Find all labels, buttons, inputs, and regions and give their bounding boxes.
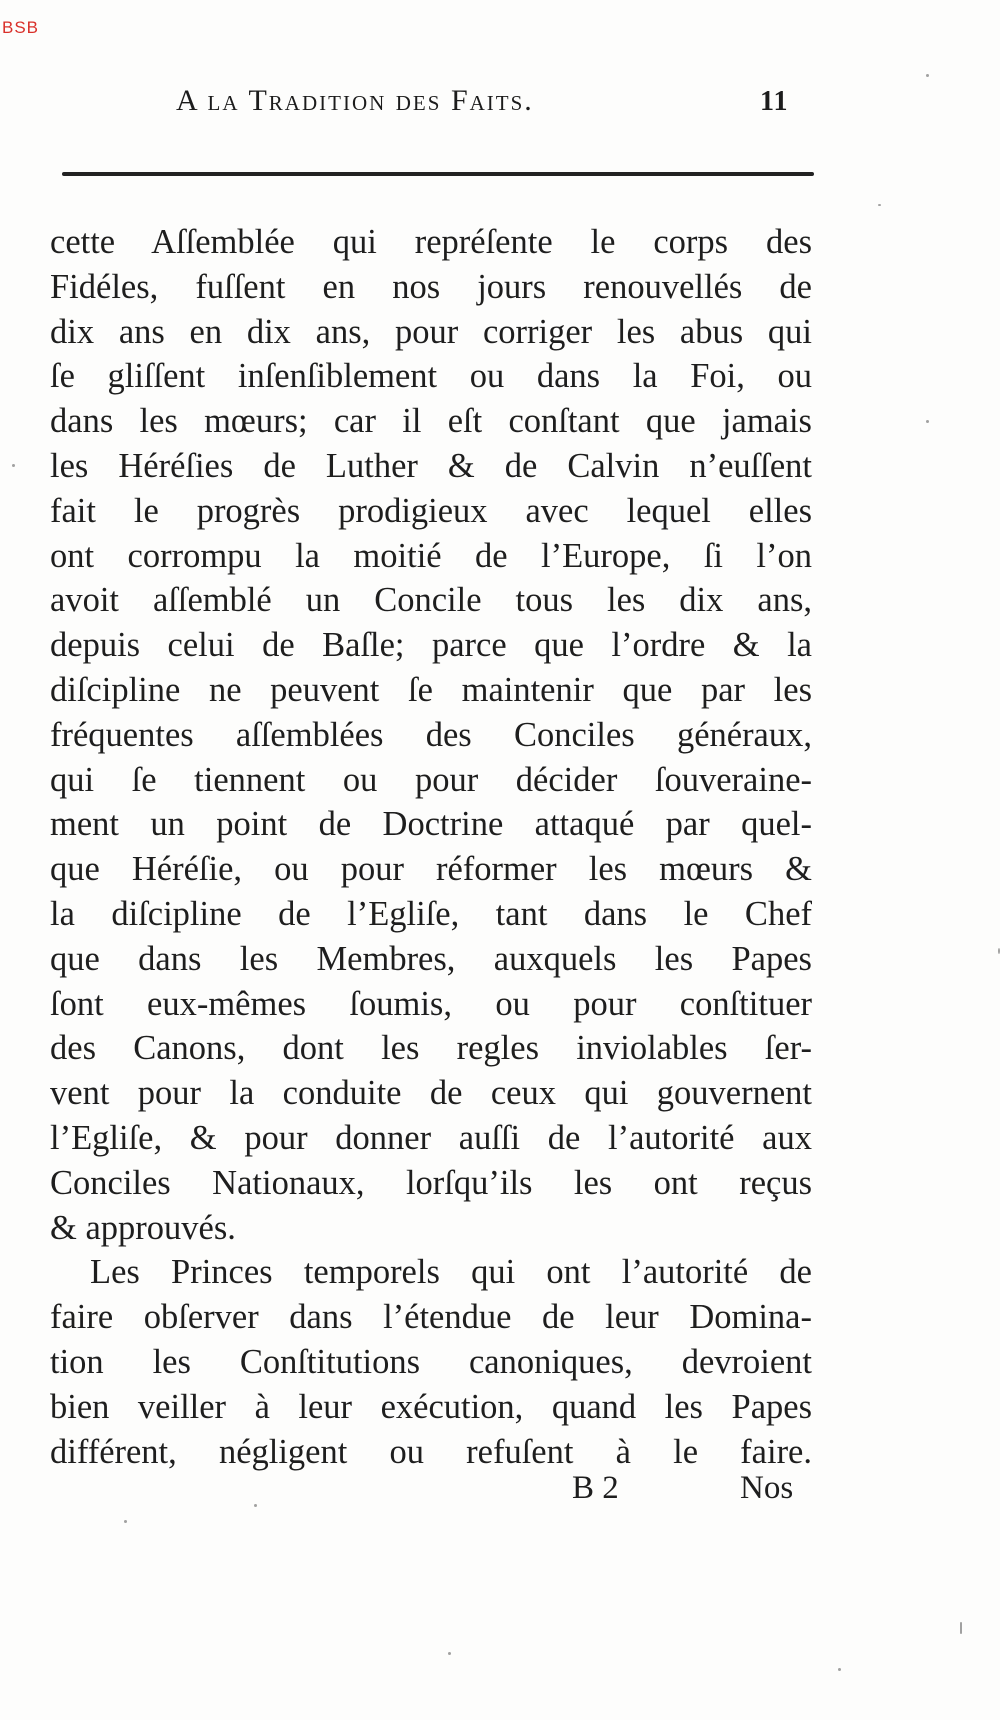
- library-watermark: BSB: [2, 18, 40, 37]
- paper-speck: [448, 1652, 451, 1655]
- text-line: ment un point de Doctrine attaqué par quel-: [50, 805, 812, 844]
- paper-speck: [926, 420, 929, 423]
- text-line: avoit aſſemblé un Concile tous les dix ans,: [50, 581, 812, 620]
- text-line: ont corrompu la moitié de l’Europe, ſi l’on: [50, 536, 812, 575]
- text-line: que Héréſie, ou pour réformer les mœurs &: [50, 850, 812, 889]
- paper-speck: [926, 74, 929, 77]
- text-line: la diſcipline de l’Egliſe, tant dans le Chef: [50, 894, 812, 933]
- header-rule: [62, 172, 814, 176]
- text-line: & approuvés.: [50, 1208, 236, 1247]
- paper-speck: [12, 464, 15, 467]
- running-title: A la Tradition des Faits.: [176, 84, 534, 117]
- text-line: bien veiller à leur exécution, quand les Papes: [50, 1387, 812, 1426]
- body-text: [50, 220, 812, 1474]
- text-line: les Héréſies de Luther & de Calvin n’euſſent: [50, 446, 812, 485]
- text-line: dix ans en dix ans, pour corriger les abus qui: [50, 312, 812, 351]
- text-line: vent pour la conduite de ceux qui gouvernent: [50, 1074, 812, 1113]
- text-line: depuis celui de Baſle; parce que l’ordre & la: [50, 626, 812, 665]
- text-line: l’Egliſe, & pour donner auſſi de l’autorité aux: [50, 1118, 812, 1157]
- text-line: des Canons, dont les regles inviolables ſer-: [50, 1029, 812, 1068]
- text-line: ſont eux-mêmes ſoumis, ou pour conſtituer: [50, 984, 812, 1023]
- paper-speck: [960, 1622, 962, 1634]
- paper-speck: [878, 204, 881, 206]
- text-line: Les Princes temporels qui ont l’autorité de: [90, 1253, 812, 1292]
- paper-speck: [124, 1520, 127, 1523]
- text-line: Fidéles, fuſſent en nos jours renouvellés de: [50, 267, 812, 306]
- text-line: diſcipline ne peuvent ſe maintenir que par les: [50, 670, 812, 709]
- text-line: fréquentes aſſemblées des Conciles généraux,: [50, 715, 812, 754]
- text-line: fait le progrès prodigieux avec lequel elles: [50, 491, 812, 530]
- page-number: 11: [760, 86, 789, 117]
- text-line: différent, négligent ou refuſent à le faire.: [50, 1432, 812, 1471]
- paper-speck: [254, 1504, 257, 1507]
- text-line: que dans les Membres, auxquels les Papes: [50, 939, 812, 978]
- paper-speck: [838, 1668, 841, 1671]
- text-line: faire obſerver dans l’étendue de leur Domina-: [50, 1298, 812, 1337]
- text-line: tion les Conſtitutions canoniques, devroient: [50, 1342, 812, 1381]
- signature-mark: B 2: [572, 1470, 619, 1506]
- text-line: dans les mœurs; car il eſt conſtant que jamais: [50, 402, 812, 441]
- text-line: cette Aſſemblée qui repréſente le corps des: [50, 223, 812, 261]
- text-line: ſe gliſſent inſenſiblement ou dans la Foi, ou: [50, 357, 812, 396]
- text-line: qui ſe tiennent ou pour décider ſouveraine-: [50, 760, 812, 799]
- catchword: Nos: [740, 1470, 794, 1506]
- text-line: Conciles Nationaux, lorſqu’ils les ont reçus: [50, 1163, 812, 1202]
